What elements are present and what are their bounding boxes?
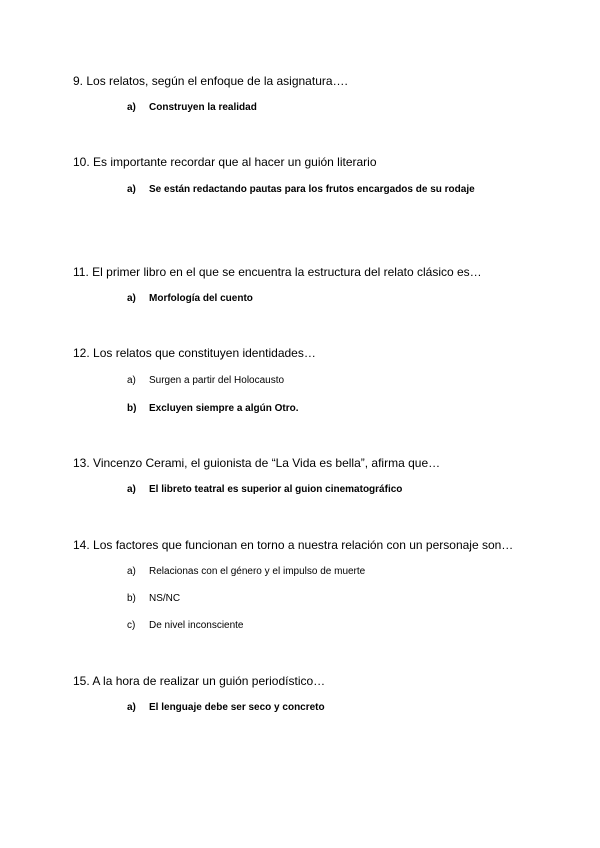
question-12 — [73, 346, 316, 360]
question-15 — [73, 674, 325, 688]
answer-option — [127, 402, 299, 415]
question-number: 10. — [73, 155, 90, 169]
answer-option — [127, 292, 253, 305]
question-text: El primer libro en el que se encuentra la estructura del relato clásico es… — [92, 265, 482, 279]
answer-option — [127, 701, 325, 714]
answer-option — [127, 592, 180, 605]
question-14 — [73, 538, 513, 552]
option-letter: b) — [127, 403, 137, 414]
option-text: NS/NC — [149, 593, 181, 604]
answer-option — [127, 374, 284, 387]
option-letter: a) — [127, 102, 136, 113]
option-text: Construyen la realidad — [149, 102, 257, 113]
answer-option — [127, 565, 365, 578]
option-text: Morfología del cuento — [149, 293, 253, 304]
question-number: 15. — [73, 674, 90, 688]
option-text: De nivel inconsciente — [149, 620, 244, 631]
option-letter: a) — [127, 293, 136, 304]
question-10 — [73, 155, 377, 169]
option-letter: a) — [127, 184, 136, 195]
question-text: Los factores que funcionan en torno a nuestra relación con un personaje son… — [93, 538, 514, 552]
question-text: Los relatos, según el enfoque de la asignatura…. — [86, 74, 348, 88]
option-text: Se están redactando pautas para los frutos encargados de su rodaje — [149, 184, 475, 195]
option-text: Surgen a partir del Holocausto — [149, 375, 285, 386]
answer-option — [127, 101, 257, 114]
question-number: 11. — [73, 265, 89, 279]
option-letter: c) — [127, 620, 136, 631]
answer-option — [127, 619, 244, 632]
option-text: Relacionas con el género y el impulso de muerte — [149, 566, 366, 577]
question-text: Vincenzo Cerami, el guionista de “La Vida es bella”, afirma que… — [93, 456, 441, 470]
question-9 — [73, 74, 348, 88]
answer-option — [127, 183, 475, 196]
question-text: Los relatos que constituyen identidades… — [93, 346, 316, 360]
option-letter: a) — [127, 566, 136, 577]
option-letter: a) — [127, 484, 136, 495]
question-text: A la hora de realizar un guión periodístico… — [92, 674, 326, 688]
question-number: 9. — [73, 74, 84, 88]
answer-option — [127, 483, 402, 496]
option-text: El lenguaje debe ser seco y concreto — [149, 702, 325, 713]
question-text: Es importante recordar que al hacer un guión literario — [93, 155, 377, 169]
option-letter: b) — [127, 593, 136, 604]
option-letter: a) — [127, 375, 136, 386]
option-text: El libreto teatral es superior al guion cinematográfico — [149, 484, 403, 495]
question-13 — [73, 456, 440, 470]
question-number: 12. — [73, 346, 90, 360]
question-11 — [73, 265, 482, 279]
option-letter: a) — [127, 702, 136, 713]
question-number: 13. — [73, 456, 90, 470]
question-number: 14. — [73, 538, 90, 552]
option-text: Excluyen siempre a algún Otro. — [149, 403, 299, 414]
